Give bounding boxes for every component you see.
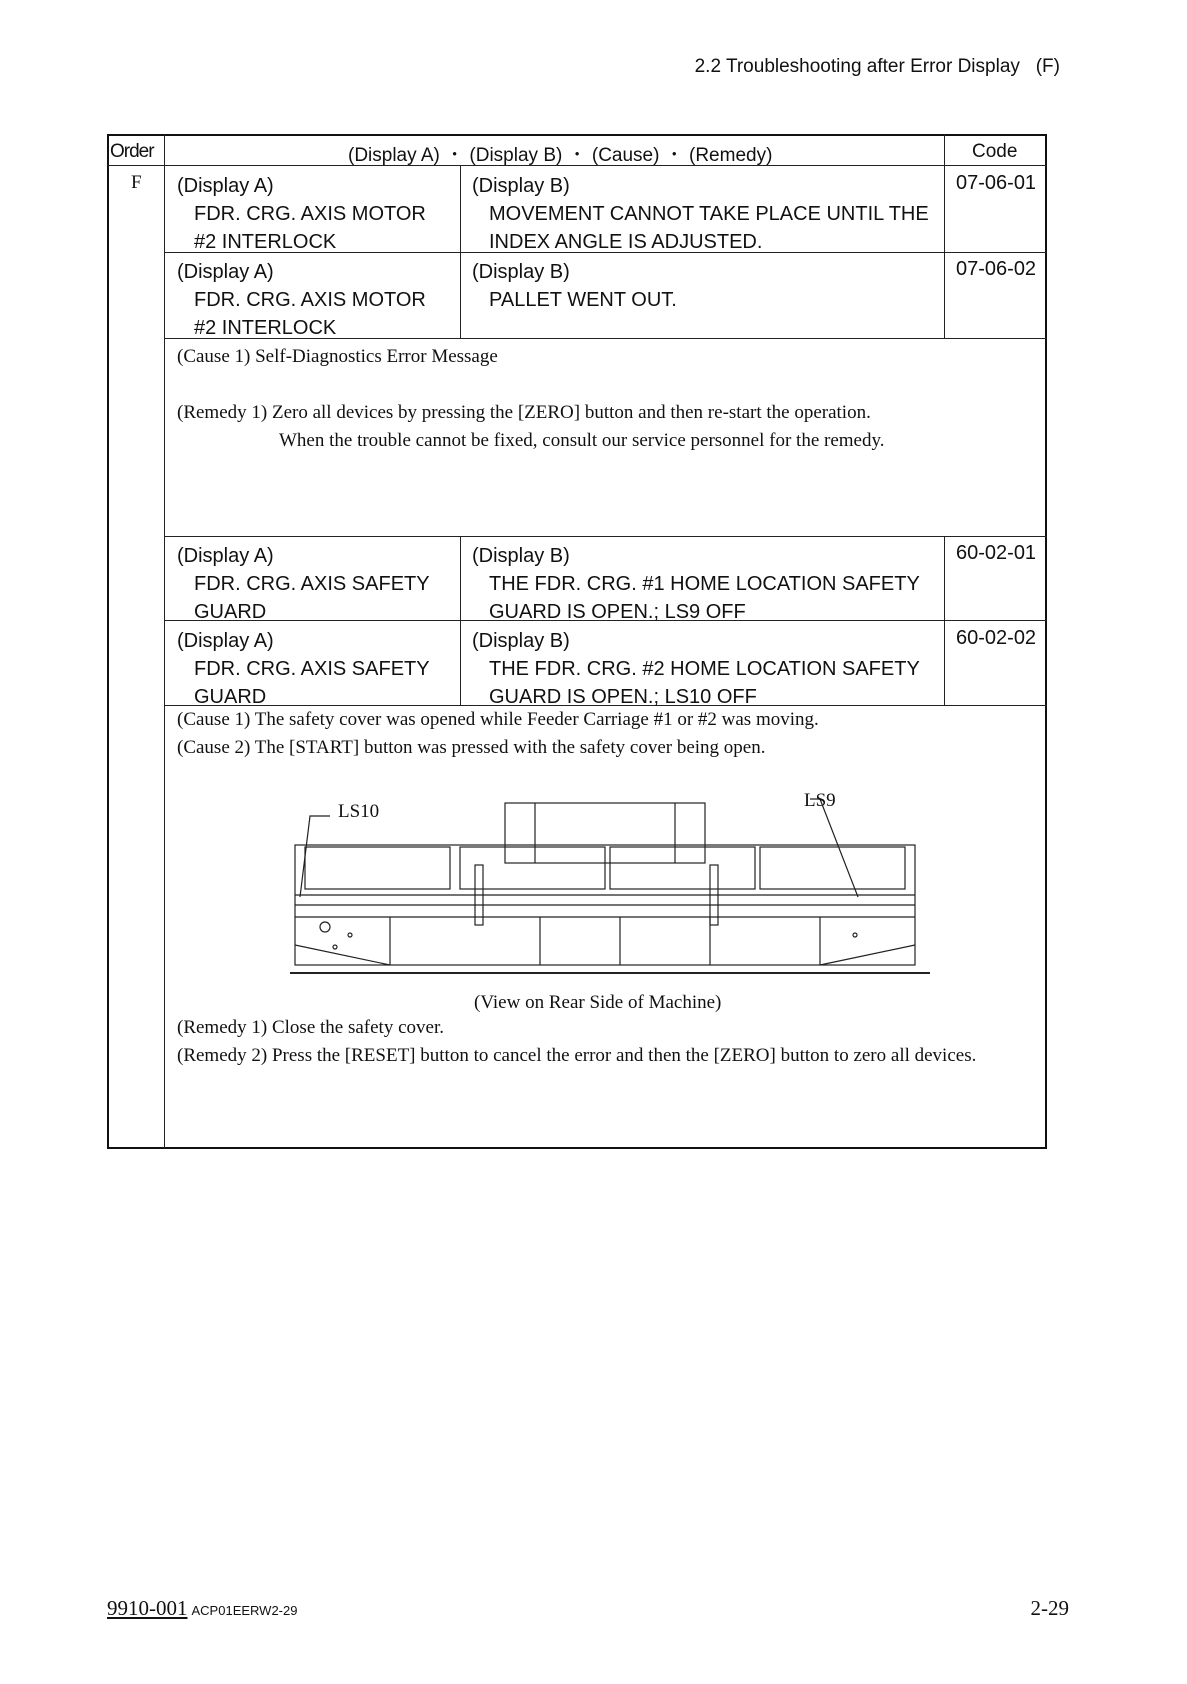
display-b-text: PALLET WENT OUT.: [489, 289, 677, 311]
display-a-text: FDR. CRG. AXIS SAFETY: [194, 573, 430, 595]
display-b-cell: [472, 627, 920, 711]
doc-number: 9910-001: [107, 1596, 188, 1620]
error-code: 60-02-01: [956, 542, 1037, 564]
order-value: F: [131, 172, 142, 193]
cause-text: (Cause 1) Self-Diagnostics Error Message: [177, 346, 498, 367]
display-a-text: FDR. CRG. AXIS MOTOR: [194, 289, 426, 311]
display-a-text: GUARD: [194, 601, 267, 623]
display-a-cell: [177, 542, 430, 626]
diagram-caption: (View on Rear Side of Machine): [474, 992, 722, 1013]
ls9-pointer: [810, 799, 858, 897]
display-a-label: (Display A): [177, 261, 274, 283]
display-b-cell: [472, 172, 929, 256]
display-b-text: MOVEMENT CANNOT TAKE PLACE UNTIL THE: [489, 203, 929, 225]
display-a-cell: [177, 172, 426, 256]
display-a-cell: [177, 627, 430, 711]
ls9-label: LS9: [804, 790, 836, 811]
section-letter: (F): [1035, 56, 1060, 77]
error-code: 07-06-02: [956, 258, 1037, 280]
error-code: 07-06-01: [956, 172, 1037, 194]
display-a-text: FDR. CRG. AXIS SAFETY: [194, 658, 430, 680]
page-header: [695, 56, 1060, 78]
error-code: 60-02-02: [956, 627, 1037, 649]
page-number: 2-29: [1030, 1596, 1069, 1620]
display-a-text: GUARD: [194, 686, 267, 708]
row-divider: [164, 536, 1047, 537]
display-b-text: GUARD IS OPEN.; LS10 OFF: [489, 686, 757, 708]
cause-text: (Cause 1) The safety cover was opened while Feeder Carriage #1 or #2 was moving.: [177, 709, 819, 730]
display-a-label: (Display A): [177, 175, 274, 197]
doc-code: ACP01EERW2-29: [191, 1603, 298, 1618]
order-column-divider: [164, 134, 165, 1149]
display-a-text: #2 INTERLOCK: [194, 317, 337, 339]
display-b-label: (Display B): [472, 545, 570, 567]
section-title: 2.2 Troubleshooting after Error Display: [694, 56, 1020, 77]
remedy-text: (Remedy 1) Zero all devices by pressing the [ZERO] button and then re-start the operation.: [177, 402, 871, 423]
code-header: Code: [972, 141, 1018, 162]
main-header: (Display A) ・ (Display B) ・ (Cause) ・ (Remedy): [348, 145, 773, 166]
display-b-cell: [472, 542, 920, 626]
display-b-label: (Display B): [472, 175, 570, 197]
display-a-label: (Display A): [177, 545, 274, 567]
remedy-text: (Remedy 1) Close the safety cover.: [177, 1017, 444, 1038]
remedy-text: (Remedy 2) Press the [RESET] button to cancel the error and then the [ZERO] button to zero all devices.: [177, 1045, 977, 1066]
order-header: Order: [110, 141, 154, 162]
display-b-text: GUARD IS OPEN.; LS9 OFF: [489, 601, 746, 623]
display-b-label: (Display B): [472, 261, 570, 283]
display-a-text: #2 INTERLOCK: [194, 231, 337, 253]
cause-text: (Cause 2) The [START] button was pressed with the safety cover being open.: [177, 737, 766, 758]
machine-rear-view-diagram: [290, 785, 930, 985]
display-b-text: INDEX ANGLE IS ADJUSTED.: [489, 231, 763, 253]
footer-doc-id: [107, 1596, 297, 1621]
remedy-text: When the trouble cannot be fixed, consult our service personnel for the remedy.: [279, 430, 885, 451]
display-a-label: (Display A): [177, 630, 274, 652]
display-b-text: THE FDR. CRG. #1 HOME LOCATION SAFETY: [489, 573, 920, 595]
ls10-label: LS10: [338, 801, 380, 822]
display-b-text: THE FDR. CRG. #2 HOME LOCATION SAFETY: [489, 658, 920, 680]
display-b-cell: [472, 258, 677, 314]
display-b-label: (Display B): [472, 630, 570, 652]
display-a-cell: [177, 258, 426, 342]
display-a-text: FDR. CRG. AXIS MOTOR: [194, 203, 426, 225]
